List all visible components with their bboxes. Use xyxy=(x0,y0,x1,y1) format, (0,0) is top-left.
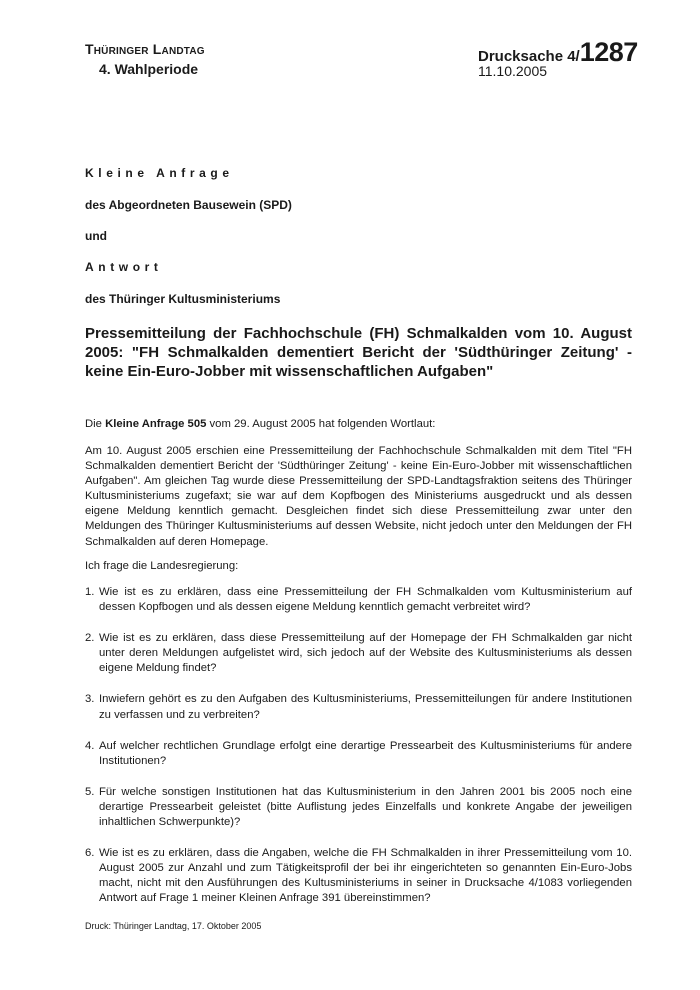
question-text: Wie ist es zu erklären, dass die Angaben, welche die FH Schmalkalden in ihrer Pressemitteilung vom 10. August 2005 zur Anzahl und zum Tätigkeitsprofil der bei ihr eingerichteten so genannten Ein-Euro-Jobs macht, nicht mit den Ausführungen des Kultusministeriums in seiner in Drucksache 4/1083 vorliegenden Antwort auf Frage 1 meiner Kleinen Anfrage 391 übereinstimmen? xyxy=(99,847,632,905)
question-number: 6. xyxy=(85,847,95,860)
parliament-name: Thüringer Landtag xyxy=(85,41,205,57)
question-number: 4. xyxy=(85,739,95,752)
question-item xyxy=(85,631,632,676)
document-number-label: Drucksache 4/ xyxy=(478,48,580,65)
ministry-line: des Thüringer Kultusministeriums xyxy=(85,292,281,306)
print-footer: Druck: Thüringer Landtag, 17. Oktober 2005 xyxy=(85,921,262,931)
question-list xyxy=(85,585,632,923)
document-number-value: 1287 xyxy=(579,37,638,67)
question-text: Wie ist es zu erklären, dass diese Pressemitteilung auf der Homepage der FH Schmalkalden gar nicht unter deren Meldungen aufgelistet wird, sich jedoch auf der Website des Kultusministeriums als dessen eigene Meldung findet? xyxy=(99,632,632,675)
question-text: Für welche sonstigen Institutionen hat das Kultusministerium in den Jahren 2001 bis 2005 noch eine derartige Pressearbeit geleistet (bitte Auflistung jedes Einzelfalls und konkrete Angabe der jeweiligen inhaltlichen Schwerpunkte)? xyxy=(99,785,632,829)
question-text: Inwiefern gehört es zu den Aufgaben des Kultusministeriums, Pressemitteilungen für andere Institutionen zu verfassen und zu verbreiten? xyxy=(99,693,632,721)
kleine-anfrage-heading: Kleine Anfrage xyxy=(85,166,234,180)
question-item xyxy=(85,846,632,906)
wortlaut-reference: Kleine Anfrage 505 xyxy=(105,418,207,430)
questioner-line: des Abgeordneten Bausewein (SPD) xyxy=(85,198,292,212)
question-number: 5. xyxy=(85,785,95,798)
und-line: und xyxy=(85,229,107,243)
document-title: Pressemitteilung der Fachhochschule (FH) Schmalkalden vom 10. August 2005: "FH Schmalkalden dementiert Bericht der 'Südthüringer Zeitung' - keine Ein-Euro-Jobber mit wissenschaftlichen Aufgaben" xyxy=(85,325,632,380)
question-item xyxy=(85,692,632,722)
legislative-period: 4. Wahlperiode xyxy=(99,61,199,77)
question-number: 2. xyxy=(85,632,95,645)
wortlaut-line xyxy=(85,417,632,432)
antwort-heading: Antwort xyxy=(85,260,163,274)
question-text: Auf welcher rechtlichen Grundlage erfolgt eine derartige Pressearbeit des Kultusministeriums für andere Institutionen? xyxy=(99,739,632,767)
wortlaut-suffix: vom 29. August 2005 hat folgenden Wortlaut: xyxy=(206,418,436,430)
body-paragraph: Am 10. August 2005 erschien eine Pressemitteilung der Fachhochschule Schmalkalden mit dem Titel "FH Schmalkalden dementiert Bericht der 'Südthüringer Zeitung' - keine Ein-Euro-Jobber mit wissenschaftlichen Aufgaben". Am gleichen Tag wurde diese Pressemitteilung der SPD-Landtagsfraktion seitens des Thüringer Kultusministeriums zugefaxt; sie war auf dem Kopfbogen des Ministeriums ausgedruckt und als dessen eigene Meldung kenntlich gemacht. Desgleichen findet sich diese Pressemitteilung zwar unter den Meldungen des Thüringer Kultusministeriums auf dessen Website, nicht jedoch unter den Meldungen der FH Schmalkalden auf deren Homepage. xyxy=(85,445,632,548)
question-intro: Ich frage die Landesregierung: xyxy=(85,560,239,572)
question-item xyxy=(85,585,632,615)
question-text: Wie ist es zu erklären, dass eine Pressemitteilung der FH Schmalkalden vom Kultusministerium auf dessen Kopfbogen und als dessen eigene Meldung kenntlich gemacht verbreitet wird? xyxy=(99,586,632,614)
question-item xyxy=(85,739,632,769)
question-item xyxy=(85,785,632,830)
question-number: 3. xyxy=(85,693,95,706)
wortlaut-prefix: Die xyxy=(85,418,106,430)
question-number: 1. xyxy=(85,586,95,598)
document-date: 11.10.2005 xyxy=(478,63,548,79)
